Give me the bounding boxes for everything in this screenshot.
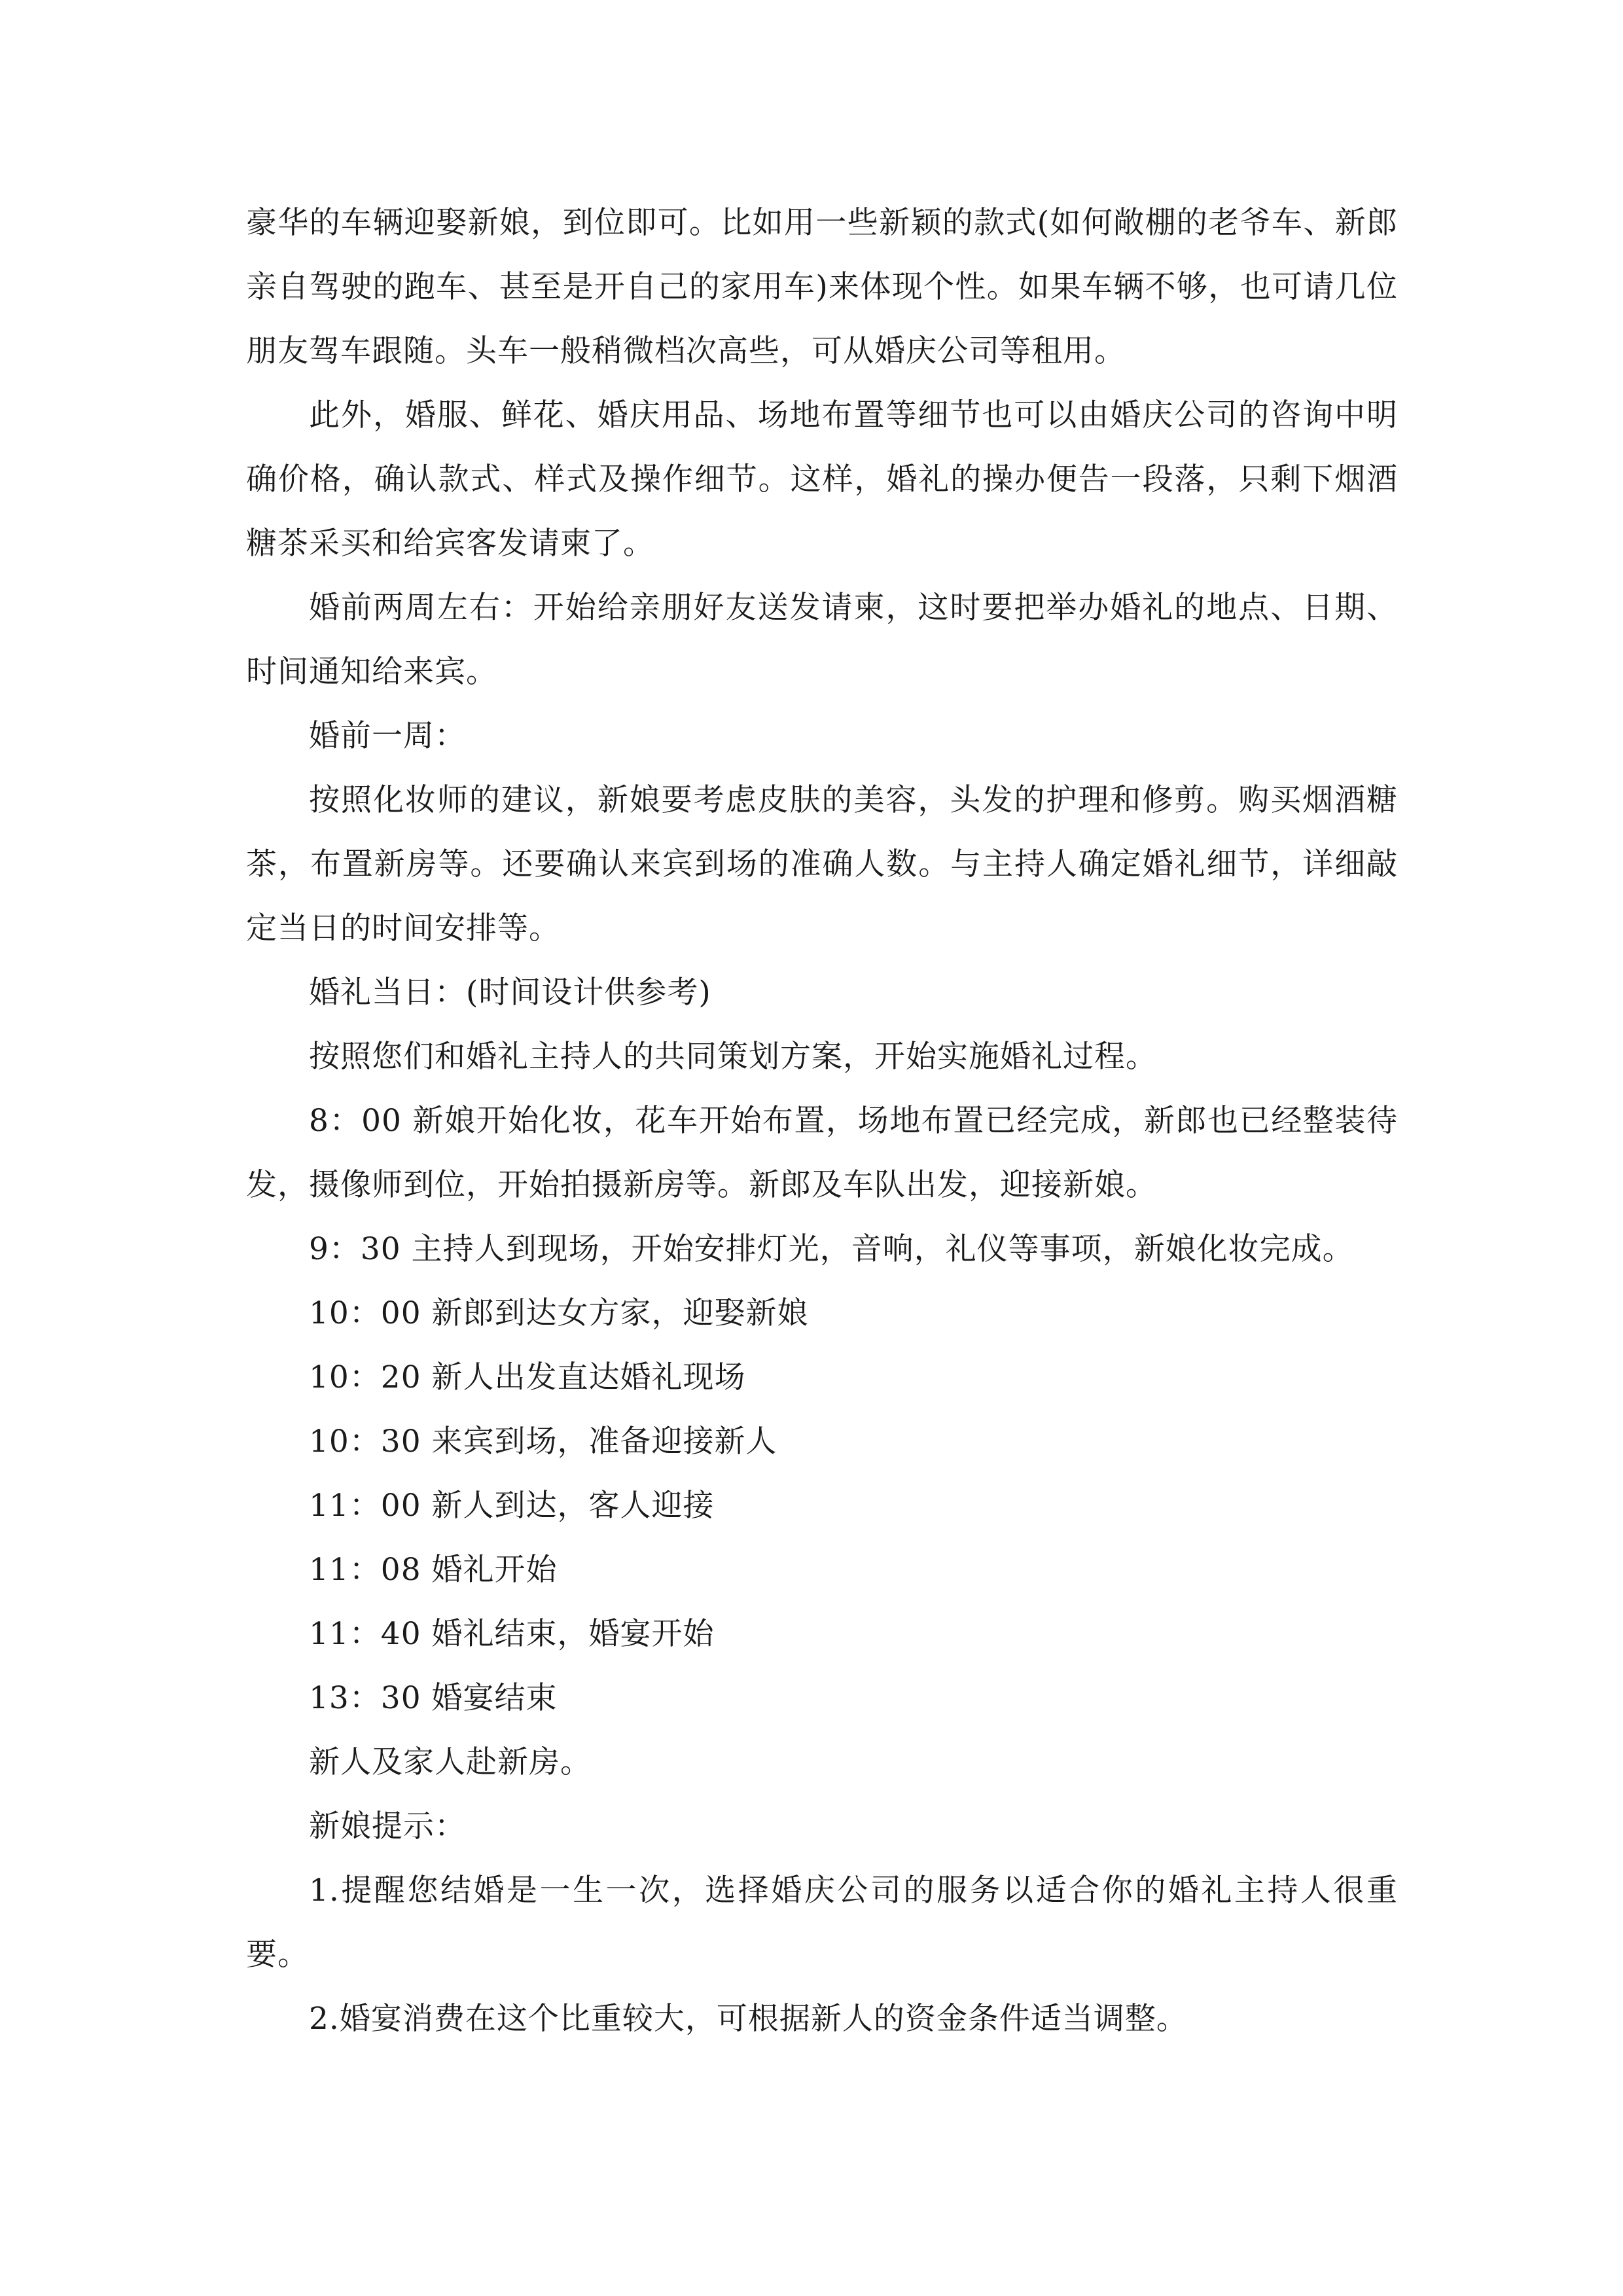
schedule-item-1330: 13：30 婚宴结束 bbox=[309, 1680, 558, 1716]
schedule-item-1030: 10：30 来宾到场，准备迎接新人 bbox=[309, 1424, 777, 1460]
heading-bride-tips: 新娘提示： bbox=[309, 1808, 466, 1844]
schedule-item-1020: 10：20 新人出发直达婚礼现场 bbox=[309, 1359, 746, 1395]
heading-wedding-day: 婚礼当日：(时间设计供参考) bbox=[309, 975, 711, 1011]
schedule-item-1140: 11：40 婚礼结束，婚宴开始 bbox=[309, 1616, 715, 1652]
paragraph-go-new-home: 新人及家人赴新房。 bbox=[309, 1744, 592, 1780]
paragraph-wedding-details: 此外，婚服、鲜花、婚庆用品、场地布置等细节也可以由婚庆公司的咨询中明确价格，确认款式、样式及操作细节。这样，婚礼的操办便告一段落，只剩下烟酒糖茶采买和给宾客发请柬了。 bbox=[246, 397, 1398, 562]
tip-item-1: 1.提醒您结婚是一生一次，选择婚庆公司的服务以适合你的婚礼主持人很重要。 bbox=[246, 1873, 1398, 1973]
schedule-item-1000: 10：00 新郎到达女方家，迎娶新娘 bbox=[309, 1295, 809, 1331]
document-body bbox=[246, 191, 1398, 2051]
paragraph-two-weeks-before: 婚前两周左右：开始给亲朋好友送发请柬，这时要把举办婚礼的地点、日期、时间通知给来宾。 bbox=[246, 590, 1398, 690]
heading-one-week-before: 婚前一周： bbox=[309, 718, 466, 754]
schedule-item-1100: 11：00 新人到达，客人迎接 bbox=[309, 1488, 715, 1524]
paragraph-wedding-car: 豪华的车辆迎娶新娘，到位即可。比如用一些新颖的款式(如何敞棚的老爷车、新郎亲自驾驶的跑车、甚至是开自己的家用车)来体现个性。如果车辆不够，也可请几位朋友驾车跟随。头车一般稍微档次高些，可从婚庆公司等租用。 bbox=[246, 205, 1398, 369]
schedule-item-0930: 9：30 主持人到现场，开始安排灯光，音响，礼仪等事项，新娘化妆完成。 bbox=[309, 1231, 1354, 1267]
tip-item-2: 2.婚宴消费在这个比重较大，可根据新人的资金条件适当调整。 bbox=[309, 2001, 1188, 2037]
paragraph-one-week-before: 按照化妆师的建议，新娘要考虑皮肤的美容，头发的护理和修剪。购买烟酒糖茶，布置新房等。还要确认来宾到场的准确人数。与主持人确定婚礼细节，详细敲定当日的时间安排等。 bbox=[246, 782, 1398, 946]
schedule-item-0800: 8：00 新娘开始化妆，花车开始布置，场地布置已经完成，新郎也已经整装待发，摄像师到位，开始拍摄新房等。新郎及车队出发，迎接新娘。 bbox=[246, 1103, 1398, 1203]
schedule-item-1108: 11：08 婚礼开始 bbox=[309, 1552, 558, 1588]
paragraph-wedding-day-intro: 按照您们和婚礼主持人的共同策划方案，开始实施婚礼过程。 bbox=[309, 1039, 1157, 1075]
